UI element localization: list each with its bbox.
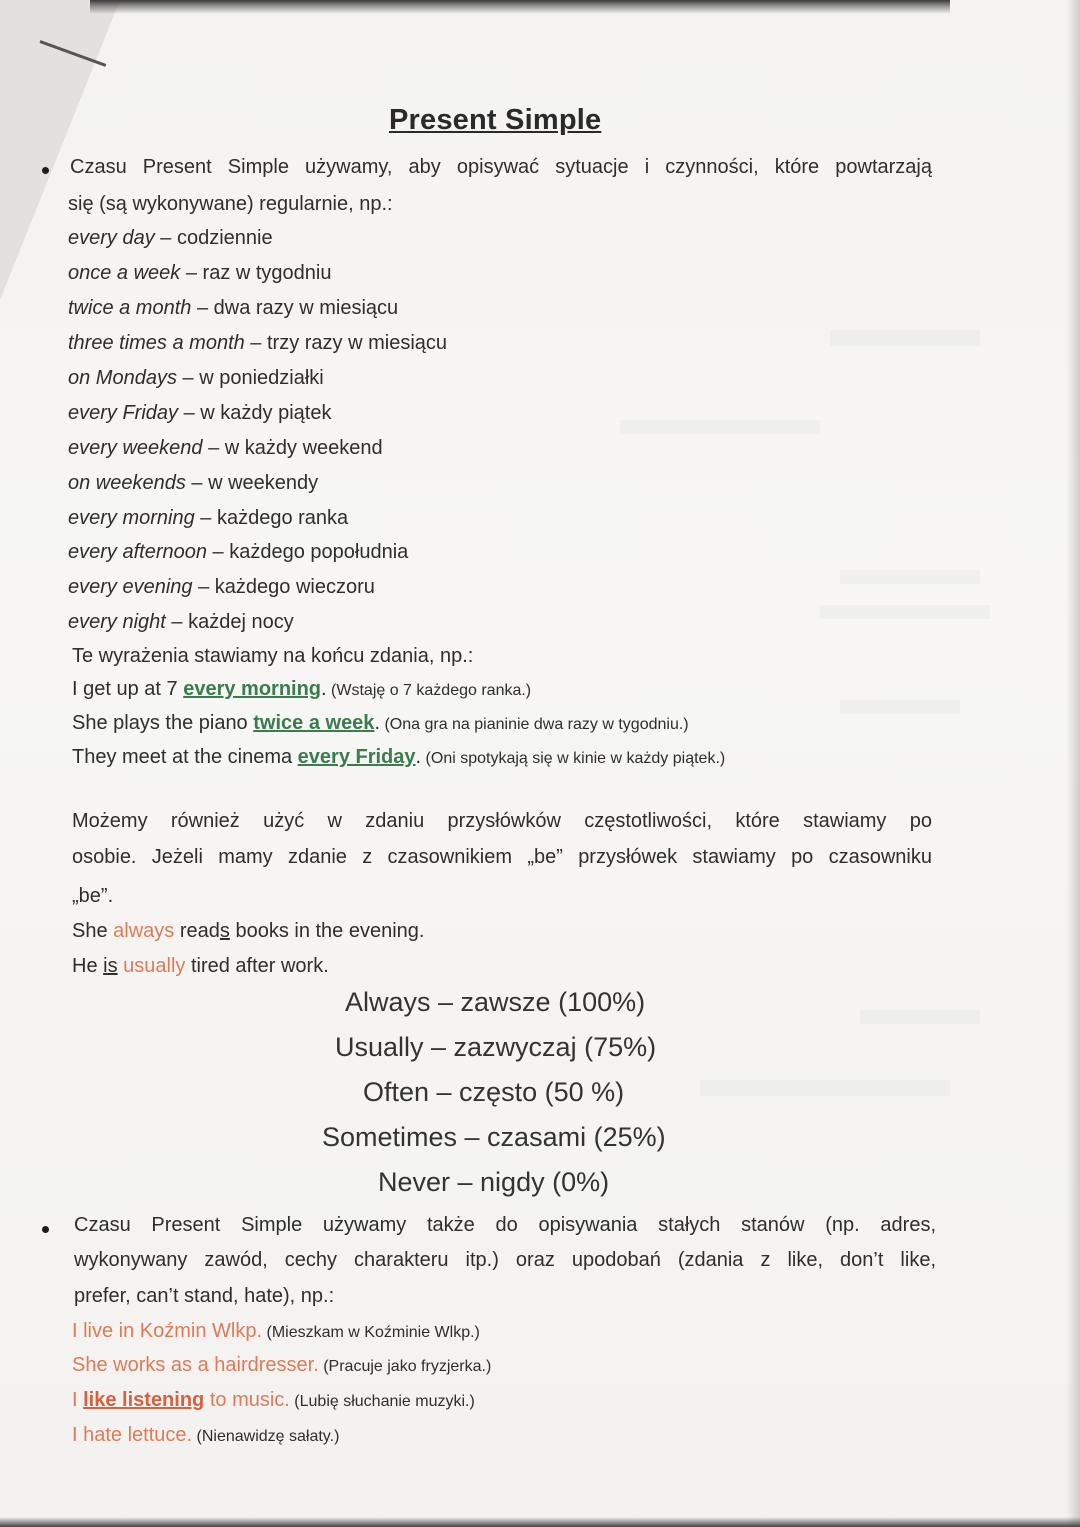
expression-item: twice a month – dwa razy w miesiącu [68,297,399,319]
frequency-item: Always – zawsze (100%) [345,987,646,1017]
example-sentence: They meet at the cinema every Friday. (Oni spotykają się w kinie w każdy piątek.) [72,746,726,768]
expression-item: every night – każdej nocy [68,611,294,633]
intro-line-1: Czasu Present Simple używamy, aby opisywać sytuacje i czynności, które powtarzają [70,156,932,178]
top-edge-shadow [90,0,950,14]
example-sentence: I get up at 7 every morning. (Wstaję o 7 każdego ranka.) [72,678,532,700]
folded-corner [0,0,120,300]
bottom-edge-shadow [0,1517,1080,1527]
example-sentence: She plays the piano twice a week. (Ona gra na pianinie dwa razy w tygodniu.) [72,712,689,734]
states-line-2: wykonywany zawód, cechy charakteru itp.) oraz upodobań (zdania z like, don’t like, [74,1249,936,1271]
bullet-dot [42,167,49,174]
expression-item: every afternoon – każdego popołudnia [68,541,409,563]
adverb-example: She always reads books in the evening. [72,920,425,942]
frequency-item: Often – często (50 %) [363,1077,625,1107]
right-edge-shadow [1066,0,1080,1527]
expression-item: every morning – każdego ranka [68,507,349,529]
expression-item: three times a month – trzy razy w miesiącu [68,332,448,354]
expression-item: once a week – raz w tygodniu [68,262,332,284]
adverb-example: He is usually tired after work. [72,955,329,977]
expression-item: every Friday – w każdy piątek [68,402,332,424]
states-line-1: Czasu Present Simple używamy także do opisywania stałych stanów (np. adres, [74,1214,936,1236]
expression-item: every weekend – w każdy weekend [68,437,383,459]
expression-item: every evening – każdego wieczoru [68,576,375,598]
adverbs-note-line-2: osobie. Jeżeli mamy zdanie z czasownikiem „be” przysłówek stawiamy po czasowniku [72,846,932,868]
frequency-item: Usually – zazwyczaj (75%) [335,1032,657,1062]
expression-item: on weekends – w weekendy [68,472,319,494]
frequency-item: Sometimes – czasami (25%) [322,1122,666,1152]
adverbs-note-line-3: „be”. [72,885,114,907]
page-title: Present Simple [389,104,602,136]
frequency-item: Never – nigdy (0%) [378,1167,610,1197]
states-line-3: prefer, can’t stand, hate), np.: [74,1285,335,1307]
example-sentence: I hate lettuce. (Nienawidzę sałaty.) [72,1424,340,1446]
example-sentence: She works as a hairdresser. (Pracuje jako fryzjerka.) [72,1354,492,1376]
expression-item: every day – codziennie [68,227,273,249]
position-note: Te wyrażenia stawiamy na końcu zdania, np.: [72,645,474,667]
example-sentence: I live in Koźmin Wlkp. (Mieszkam w Koźminie Wlkp.) [72,1320,480,1342]
example-sentence: I like listening to music. (Lubię słuchanie muzyki.) [72,1389,475,1411]
intro-line-2: się (są wykonywane) regularnie, np.: [68,193,393,215]
expression-item: on Mondays – w poniedziałki [68,367,324,389]
bullet-dot [42,1226,49,1233]
adverbs-note-line-1: Możemy również użyć w zdaniu przysłówków częstotliwości, które stawiamy po [72,810,932,832]
